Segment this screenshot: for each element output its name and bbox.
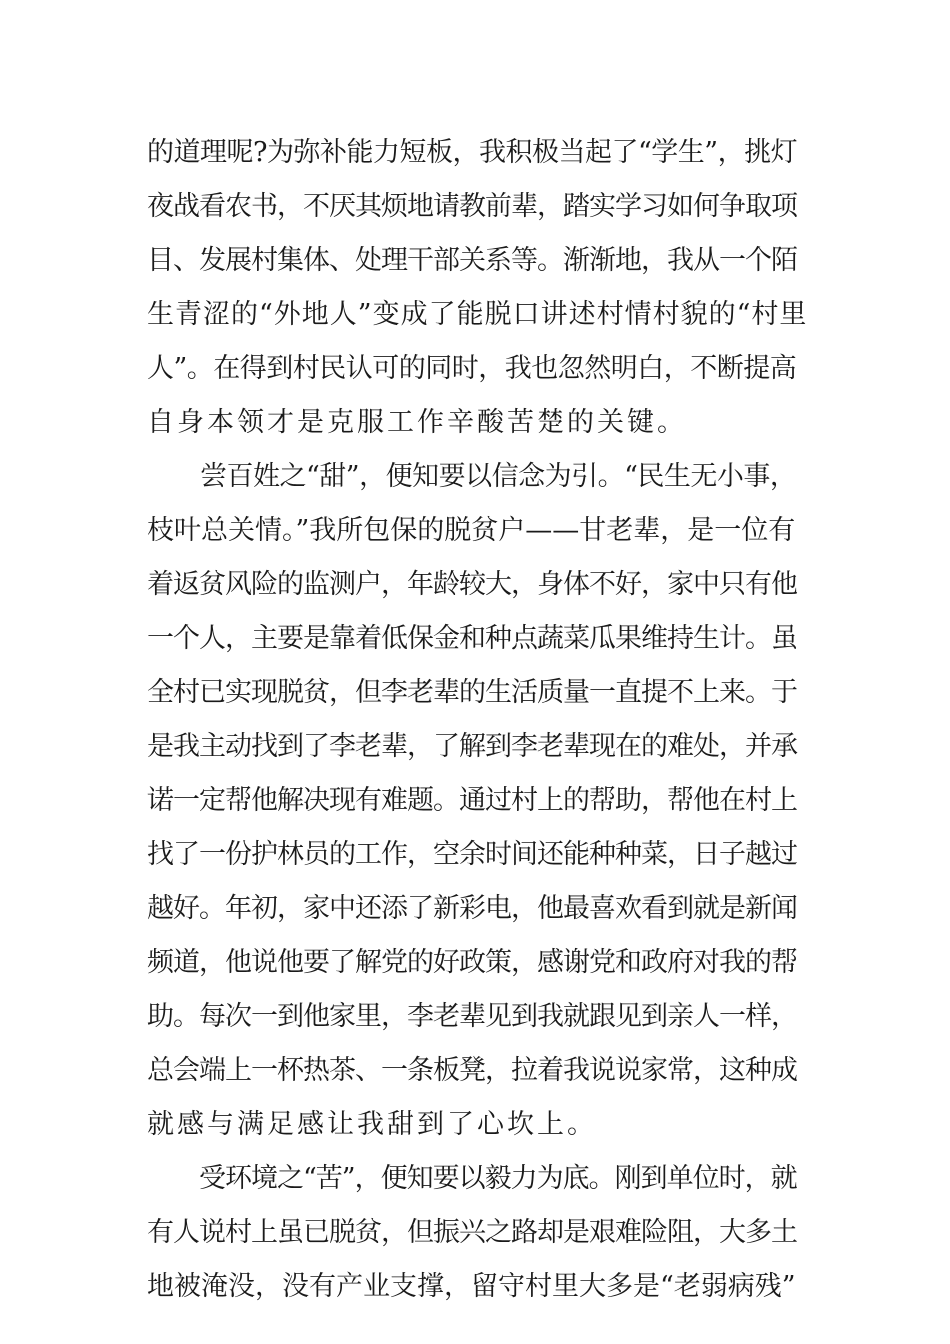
text-line: 目、发展村集体、处理干部关系等。渐渐地，我从一个陌 (147, 245, 797, 276)
text-line: 生青涩的“外地人”变成了能脱口讲述村情村貌的“村里 (147, 299, 808, 330)
text-line: 越好。年初，家中还添了新彩电，他最喜欢看到就是新闻 (147, 893, 797, 924)
text-line: 就感与满足感让我甜到了心坎上。 (147, 1109, 597, 1140)
text-line: 总会端上一杯热茶、一条板凳，拉着我说说家常，这种成 (147, 1055, 797, 1086)
text-line: 找了一份护林员的工作，空余时间还能种种菜，日子越过 (147, 839, 797, 870)
text-line: 的道理呢?为弥补能力短板，我积极当起了“学生”，挑灯 (147, 137, 798, 168)
text-line: 自身本领才是克服工作辛酸苦楚的关键。 (147, 407, 687, 438)
text-line: 一个人，主要是靠着低保金和种点蔬菜瓜果维持生计。虽 (147, 623, 797, 654)
text-line: 全村已实现脱贫，但李老辈的生活质量一直提不上来。于 (147, 677, 797, 708)
text-line: 有人说村上虽已脱贫，但振兴之路却是艰难险阻，大多土 (147, 1217, 797, 1248)
text-line: 受环境之“苦”，便知要以毅力为底。刚到单位时，就 (147, 1163, 797, 1194)
text-line: 地被淹没，没有产业支撑，留守村里大多是“老弱病残” (147, 1271, 796, 1302)
text-line: 人”。在得到村民认可的同时，我也忽然明白，不断提高 (147, 353, 797, 384)
text-line: 频道，他说他要了解党的好政策，感谢党和政府对我的帮 (147, 947, 797, 978)
text-line: 助。每次一到他家里，李老辈见到我就跟见到亲人一样， (147, 1001, 797, 1032)
text-line: 尝百姓之“甜”，便知要以信念为引。“民生无小事， (147, 461, 797, 492)
body-text (147, 126, 807, 1314)
text-line: 夜战看农书，不厌其烦地请教前辈，踏实学习如何争取项 (147, 191, 797, 222)
text-line: 着返贫风险的监测户，年龄较大，身体不好，家中只有他 (147, 569, 797, 600)
text-line: 枝叶总关情。”我所包保的脱贫户——甘老辈，是一位有 (147, 515, 796, 546)
text-line: 诺一定帮他解决现有难题。通过村上的帮助，帮他在村上 (147, 785, 797, 816)
text-line: 是我主动找到了李老辈，了解到李老辈现在的难处，并承 (147, 731, 797, 762)
